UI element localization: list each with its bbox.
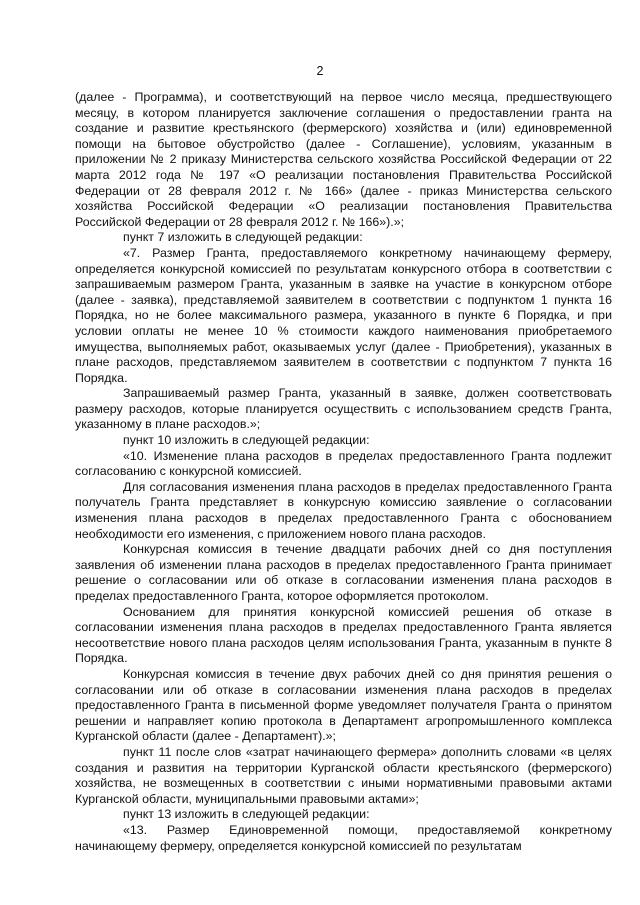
paragraph: пункт 7 изложить в следующей редакции:: [123, 230, 363, 245]
paragraph: Конкурсная комиссия в течение двадцати рабочих дней со дня поступления заявления об изменении плана расходов в пределах предоставленного Гранта принимает решение о согласовании или об отказе в согласовании изменения плана расходов в пределах предоставленного Гранта, которое оформляется протоколом.: [75, 542, 612, 603]
paragraph: Конкурсная комиссия в течение двух рабочих дней со дня принятия решения о согласовании или об отказе в согласовании изменения плана расходов в пределах предоставленного Гранта в письменной форме уведомляет получателя Гранта о принятом решении и направляет копию протокола в Департамент агропромышленного комплекса Курганской области (далее - Департамент).»;: [75, 666, 612, 744]
paragraph: Основанием для принятия конкурсной комиссией решения об отказе в согласовании изменения плана расходов в пределах предоставленного Гранта является несоответствие нового плана расходов целям использования Гранта, указанным в пункте 8 Порядка.: [75, 604, 612, 666]
paragraph: «13. Размер Единовременной помощи, предоставляемой конкретному начинающему фермеру, определяется конкурсной комиссией по результатам: [75, 822, 612, 853]
paragraph: (далее - Программа), и соответствующий на первое число месяца, предшествующего месяцу, в котором планируется заключение соглашения о предоставлении гранта на создание и развитие крестьянского (фермерского) хозяйства и (или) единовременной помощи на бытовое обустройство (далее - Соглашение), условиям, указанным в приложении № 2 приказу Министерства сельского хозяйства Российской Федерации от 22 марта 2012 года № 197 «О реализации постановления Правительства Российской Федерации от 28 февраля 2012 г. № 166» (далее - приказ Министерства сельского хозяйства Российской Федерации «О реализации постановления Правительства Российской Федерации от 28 февраля 2012 г. № 166»).»;: [75, 90, 612, 229]
document-body: [75, 90, 612, 854]
paragraph: Для согласования изменения плана расходов в пределах предоставленного Гранта получатель Гранта представляет в конкурсную комиссию заявление о согласовании изменения плана расходов в пределах предоставленного Гранта с обоснованием необходимости его изменения, с приложением нового плана расходов.: [75, 479, 612, 541]
paragraph: Запрашиваемый размер Гранта, указанный в заявке, должен соответствовать размеру расходов, которые планируется осуществить с использованием средств Гранта, указанному в плане расходов.»;: [75, 386, 612, 432]
paragraph: «7. Размер Гранта, предоставляемого конкретному начинающему фермеру, определяется конкурсной комиссией по результатам конкурсного отбора в соответствии с запрашиваемым размером Гранта, указанным в заявке на участие в конкурсном отборе (далее - заявка), представляемой заявителем в соответствии с подпунктом 1 пункта 16 Порядка, но не более максимального размера, указанного в пункте 6 Порядка, и при условии оплаты не менее 10 % стоимости каждого наименования приобретаемого имущества, выполняемых работ, оказываемых услуг (далее - Приобретения), указанных в плане расходов, представляемом заявителем в соответствии с подпунктом 7 пункта 16 Порядка.: [75, 245, 612, 385]
paragraph: пункт 10 изложить в следующей редакции:: [123, 433, 370, 448]
paragraph: пункт 13 изложить в следующей редакции:: [123, 807, 370, 822]
paragraph: «10. Изменение плана расходов в пределах предоставленного Гранта подлежит согласованию с конкурсной комиссией.: [75, 448, 612, 479]
page-number: 2: [316, 64, 324, 78]
paragraph: пункт 11 после слов «затрат начинающего фермера» дополнить словами «в целях создания и развития на территории Курганской области крестьянского (фермерского) хозяйства, не возмещенных в соответствии с иными нормативными правовыми актами Курганской области, муниципальными правовыми актами»;: [75, 744, 612, 806]
